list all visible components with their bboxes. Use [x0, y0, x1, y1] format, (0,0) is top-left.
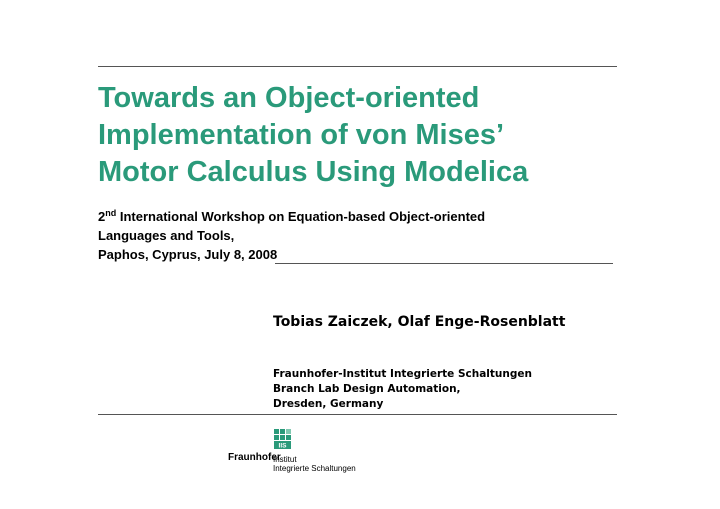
logo-subtitle-1: Institut	[273, 455, 297, 464]
logo-subtitle-2: Integrierte Schaltungen	[273, 464, 356, 473]
logo-mark-text: IIS	[278, 442, 287, 449]
conference-line-2: Languages and Tools,	[98, 228, 235, 243]
institution-line-3: Dresden, Germany	[273, 398, 384, 410]
conference-name: International Workshop on Equation-based Object-oriented	[116, 209, 486, 224]
institution-line-1: Fraunhofer-Institut Integrierte Schaltungen	[273, 368, 532, 380]
bottom-rule	[98, 414, 617, 415]
top-rule	[98, 66, 617, 67]
conference-ordinal-suffix: nd	[105, 208, 117, 218]
title-line-3: Motor Calculus Using Modelica	[98, 156, 529, 188]
title-line-1: Towards an Object-oriented	[98, 82, 480, 114]
institution-line-2: Branch Lab Design Automation,	[273, 383, 461, 395]
conference-line-1	[98, 207, 485, 226]
logo-brand-text: Fraunhofer	[228, 452, 281, 463]
conference-underline	[275, 263, 613, 264]
title-line-2: Implementation of von Mises’	[98, 119, 505, 151]
fraunhofer-logo-icon	[274, 429, 292, 449]
conference-ordinal: 2	[98, 209, 106, 224]
author-names: Tobias Zaiczek, Olaf Enge-Rosenblatt	[273, 314, 566, 330]
conference-line-3: Paphos, Cyprus, July 8, 2008	[98, 247, 278, 262]
